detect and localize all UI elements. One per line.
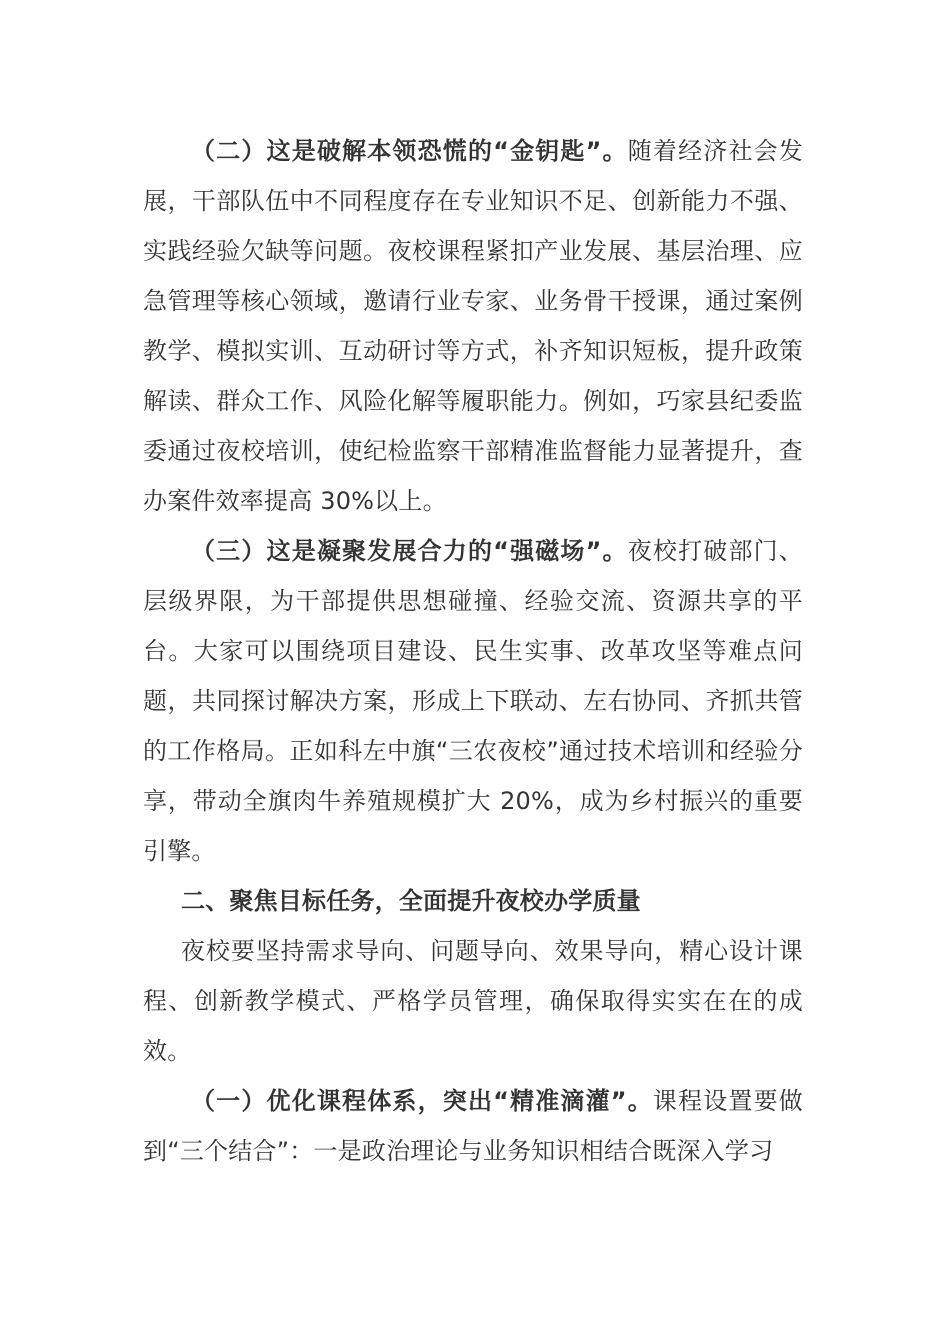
paragraph-gold-key: [143, 126, 803, 526]
paragraph-body: 夜校打破部门、层级界限，为干部提供思想碰撞、经验交流、资源共享的平台。大家可以围绕项目建设、民生实事、改革攻坚等难点问题，共同探讨解决方案，形成上下联动、左右协同、齐抓共管的工作格局。正如科左中旗“三农夜校”通过技术培训和经验分享，带动全旗肉牛养殖规模扩大 20%，成为乡村振兴的重要引擎。: [143, 537, 803, 865]
paragraph-magnetic-field: [143, 526, 803, 876]
section-heading: 二、聚焦目标任务，全面提升夜校办学质量: [181, 887, 641, 915]
paragraph-body: 课程设置要做到“三个结合”：一是政治理论与业务知识相结合既深入学习: [143, 1087, 803, 1165]
document-page: [143, 126, 803, 1176]
paragraph-lead: （三）这是凝聚发展合力的“强磁场”。: [191, 537, 628, 565]
paragraph-lead: （一）优化课程体系，突出“精准滴灌”。: [191, 1087, 653, 1115]
section-intro: 夜校要坚持需求导向、问题导向、效果导向，精心设计课程、创新教学模式、严格学员管理，确保取得实实在在的成效。: [143, 937, 803, 1065]
paragraph-body: 随着经济社会发展，干部队伍中不同程度存在专业知识不足、创新能力不强、实践经验欠缺等问题。夜校课程紧扣产业发展、基层治理、应急管理等核心领域，邀请行业专家、业务骨干授课，通过案例教学、模拟实训、互动研讨等方式，补齐知识短板，提升政策解读、群众工作、风险化解等履职能力。例如，巧家县纪委监委通过夜校培训，使纪检监察干部精准监督能力显著提升，查办案件效率提高 30%以上。: [143, 137, 803, 515]
paragraph-lead: （二）这是破解本领恐慌的“金钥匙”。: [191, 137, 628, 165]
paragraph-curriculum: [143, 1076, 803, 1176]
